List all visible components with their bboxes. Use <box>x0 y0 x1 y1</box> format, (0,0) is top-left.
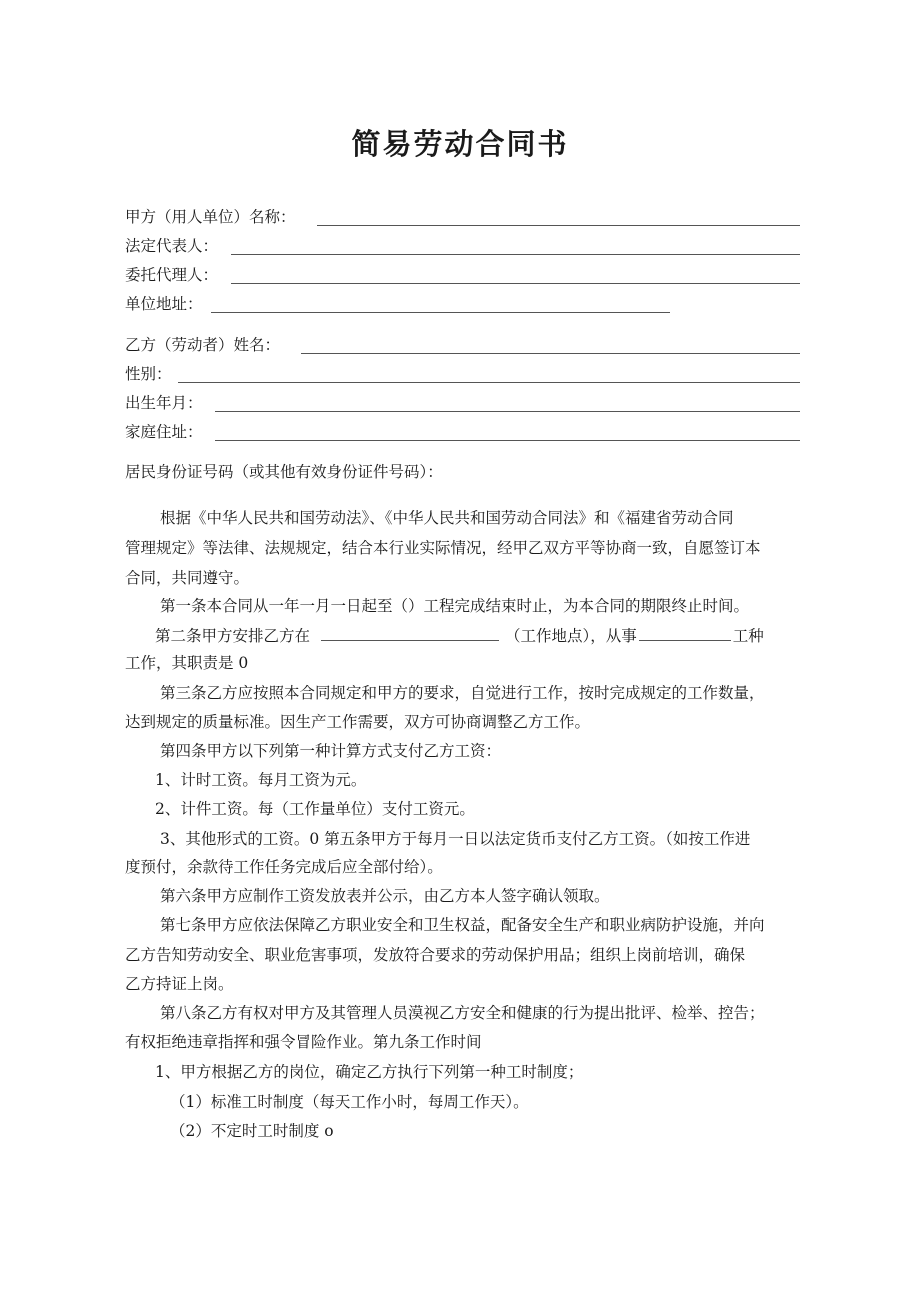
work-location-blank[interactable] <box>321 622 499 641</box>
article-9-item-1b: （2）不定时工时制度 o <box>170 1122 334 1140</box>
agent-label: 委托代理人： <box>125 266 219 284</box>
document-title: 简易劳动合同书 <box>351 127 569 161</box>
article-3-line-1: 第三条乙方应按照本合同规定和甲方的要求，自觉进行工作，按时完成规定的工作数量， <box>160 684 765 702</box>
home-address-line[interactable] <box>215 440 800 441</box>
legal-rep-field <box>125 234 218 258</box>
party-a-name-line[interactable] <box>317 225 800 226</box>
id-number-label: 居民身份证号码（或其他有效身份证件号码）： <box>125 463 443 481</box>
article-7-line-3: 乙方持证上岗。 <box>125 975 234 993</box>
article-2-line-1 <box>155 622 764 648</box>
party-a-name-label: 甲方（用人单位）名称： <box>125 208 296 226</box>
agent-line[interactable] <box>231 283 800 284</box>
intro-line-1: 根据《中华人民共和国劳动法》、《中华人民共和国劳动合同法》和《福建省劳动合同 <box>160 509 734 527</box>
article-4-item-2: 2、计件工资。每（工作量单位）支付工资元。 <box>155 800 475 818</box>
birth-line[interactable] <box>215 411 800 412</box>
article-2-text-b: （工作地点），从事 <box>504 627 637 645</box>
home-address-label: 家庭住址： <box>125 423 203 441</box>
article-9-item-1a: （1）标准工时制度（每天工作小时，每周工作天）。 <box>170 1093 529 1111</box>
legal-rep-label: 法定代表人： <box>125 237 219 255</box>
article-7-line-2: 乙方告知劳动安全、职业危害事项，发放符合要求的劳动保护用品；组织上岗前培训，确保 <box>125 946 746 964</box>
article-9-item-1: 1、甲方根据乙方的岗位，确定乙方执行下列第一种工时制度； <box>155 1063 584 1081</box>
article-2-text-a: 第二条甲方安排乙方在 <box>155 627 311 645</box>
gender-field <box>125 362 172 386</box>
party-b-name-field <box>125 333 280 357</box>
article-3-line-2: 达到规定的质量标准。因生产工作需要，双方可协商调整乙方工作。 <box>125 713 591 731</box>
gender-label: 性别： <box>125 365 172 383</box>
article-4-item-1: 1、计时工资。每月工资为元。 <box>155 771 367 789</box>
article-6: 第六条甲方应制作工资发放表并公示，由乙方本人签字确认领取。 <box>160 887 610 905</box>
party-b-name-line[interactable] <box>301 353 800 354</box>
birth-label: 出生年月： <box>125 394 203 412</box>
home-address-field <box>125 420 203 444</box>
agent-field <box>125 263 218 287</box>
article-8-line-2: 有权拒绝违章指挥和强令冒险作业。第九条工作时间 <box>125 1033 482 1051</box>
article-2-line-2: 工作，其职责是 0 <box>125 654 249 672</box>
company-address-label: 单位地址： <box>125 295 203 313</box>
article-4: 第四条甲方以下列第一种计算方式支付乙方工资： <box>160 742 502 760</box>
intro-line-2: 管理规定》等法律、法规规定，结合本行业实际情况，经甲乙双方平等协商一致，自愿签订本 <box>125 539 761 557</box>
job-type-blank[interactable] <box>639 622 731 641</box>
article-5-continued: 度预付，余款待工作任务完成后应全部付给）。 <box>125 858 443 876</box>
legal-rep-line[interactable] <box>231 254 800 255</box>
gender-line[interactable] <box>178 382 800 383</box>
article-7-line-1: 第七条甲方应依法保障乙方职业安全和卫生权益，配备安全生产和职业病防护设施，并向 <box>160 916 765 934</box>
article-1: 第一条本合同从一年一月一日起至（）工程完成结束时止，为本合同的期限终止时间。 <box>160 597 750 615</box>
birth-field <box>125 391 203 415</box>
article-2-text-c: 工种 <box>732 627 764 645</box>
company-address-field <box>125 292 203 316</box>
party-a-name-field <box>125 205 296 229</box>
article-8-line-1: 第八条乙方有权对甲方及其管理人员漠视乙方安全和健康的行为提出批评、检举、控告； <box>160 1004 765 1022</box>
intro-line-3: 合同，共同遵守。 <box>125 569 250 587</box>
article-4-item-3: 3、其他形式的工资。0 第五条甲方于每月一日以法定货币支付乙方工资。（如按工作进 <box>160 830 751 848</box>
party-b-name-label: 乙方（劳动者）姓名： <box>125 336 281 354</box>
company-address-line[interactable] <box>211 312 670 313</box>
